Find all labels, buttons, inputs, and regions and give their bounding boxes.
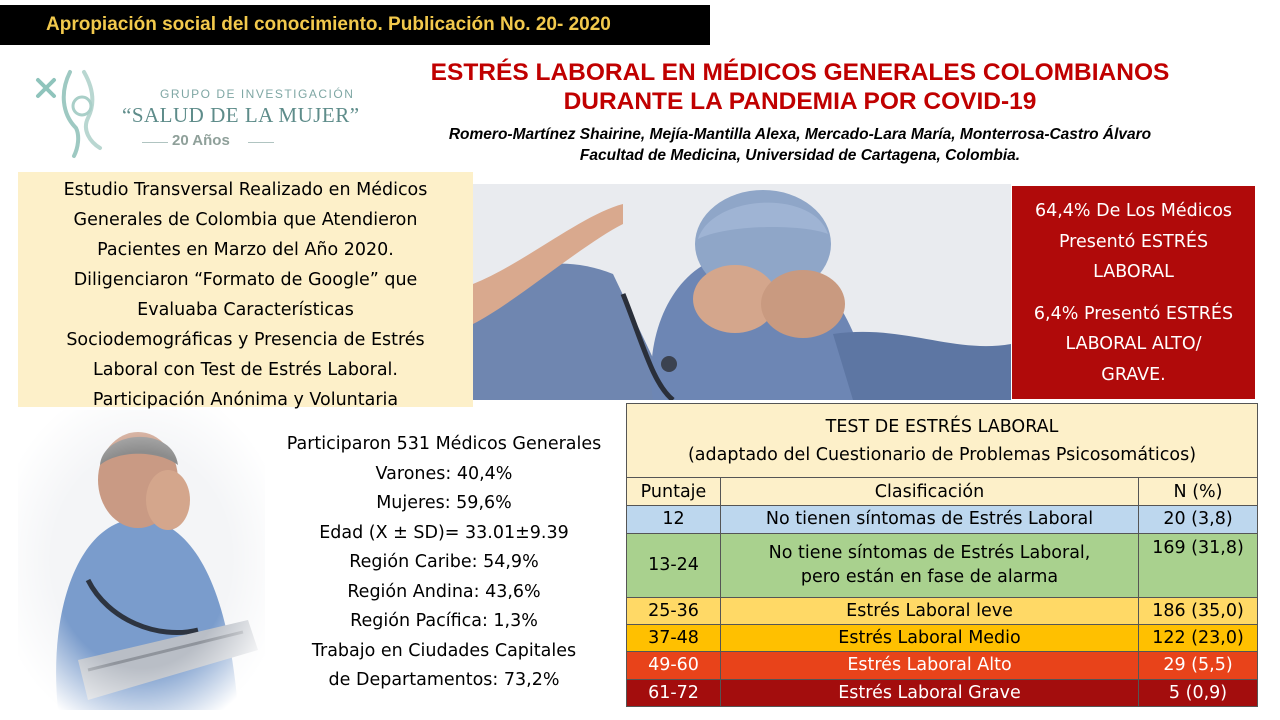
logo-line-1: GRUPO DE INVESTIGACIÓN [160, 87, 355, 101]
table-row [627, 679, 1258, 706]
finding-2-line: GRAVE. [1101, 364, 1166, 385]
row-count: 122 (23,0) [1139, 624, 1258, 651]
participants-line: Mujeres: 59,6% [376, 493, 512, 513]
row-count: 5 (0,9) [1139, 679, 1258, 706]
logo-line-2: “SALUD DE LA MUJER” [122, 103, 360, 127]
poster-title [345, 58, 1255, 116]
publication-banner [0, 5, 710, 45]
table-row [627, 597, 1258, 624]
row-count: 169 (31,8) [1139, 533, 1258, 597]
doctor-laptop-photo [18, 410, 265, 710]
header-classification: Clasificación [721, 478, 1139, 506]
table-row [627, 506, 1258, 533]
title-line-1: ESTRÉS LABORAL EN MÉDICOS GENERALES COLOMBIANOS [430, 59, 1170, 86]
research-group-logo [30, 62, 360, 162]
row-classification: No tienen síntomas de Estrés Laboral [721, 506, 1139, 533]
finding-2-line: 6,4% Presentó ESTRÉS [1033, 303, 1234, 324]
participants-line: Región Pacífica: 1,3% [350, 611, 538, 631]
table-caption [627, 404, 1258, 478]
participants-line: Trabajo en Ciudades Capitales [311, 640, 577, 661]
row-score: 37-48 [627, 624, 721, 651]
participants-line: Participaron 531 Médicos Generales [286, 434, 602, 454]
affiliation: Facultad de Medicina, Universidad de Cartagena, Colombia. [579, 147, 1021, 164]
table-row [627, 624, 1258, 651]
row-count: 186 (35,0) [1139, 597, 1258, 624]
stressed-doctor-photo [473, 184, 1011, 400]
row-count: 29 (5,5) [1139, 652, 1258, 679]
table-caption-subtitle: (adaptado del Cuestionario de Problemas Psicosomáticos) [687, 444, 1197, 465]
study-line: Generales de Colombia que Atendieron [73, 210, 418, 230]
row-score: 12 [627, 506, 721, 533]
row-score: 61-72 [627, 679, 721, 706]
row-classification: Estrés Laboral Grave [721, 679, 1139, 706]
logo-anniversary: 20 Años [172, 132, 230, 149]
study-line: Estudio Transversal Realizado en Médicos [63, 180, 428, 200]
study-line: Laboral con Test de Estrés Laboral. [92, 360, 398, 380]
row-classification-line: pero están en fase de alarma [800, 567, 1059, 588]
key-findings-box [1012, 186, 1255, 399]
participants-summary [262, 430, 626, 696]
study-line: Evaluaba Características [137, 300, 354, 320]
logo-dash-left [142, 142, 168, 143]
authors-block [345, 124, 1255, 166]
study-line: Diligenciaron “Formato de Google” que [73, 270, 418, 290]
study-line: Participación Anónima y Voluntaria [92, 390, 399, 410]
finding-1-line: 64,4% De Los Médicos [1034, 201, 1233, 221]
row-score: 13-24 [627, 533, 721, 597]
logo-dash-right [248, 142, 274, 143]
authors: Romero-Martínez Shairine, Mejía-Mantilla Alexa, Mercado-Lara María, Monterrosa-Castro Álvaro [448, 126, 1152, 143]
finding-1-line: LABORAL [1093, 262, 1174, 282]
study-line: Pacientes en Marzo del Año 2020. [97, 240, 394, 260]
finding-2-line: LABORAL ALTO/ [1065, 334, 1202, 354]
participants-line: Región Caribe: 54,9% [349, 552, 539, 572]
row-classification [721, 533, 1139, 597]
table-row [627, 533, 1258, 597]
row-classification: Estrés Laboral leve [721, 597, 1139, 624]
row-score: 25-36 [627, 597, 721, 624]
row-count: 20 (3,8) [1139, 506, 1258, 533]
logo-emblem-icon [30, 62, 120, 162]
finding-1-line: Presentó ESTRÉS [1058, 231, 1209, 252]
header-count: N (%) [1139, 478, 1258, 506]
row-score: 49-60 [627, 652, 721, 679]
participants-line: Varones: 40,4% [375, 463, 513, 484]
table-row [627, 652, 1258, 679]
participants-line: Edad (X ± SD)= 33.01±9.39 [319, 522, 569, 543]
row-classification-line: No tiene síntomas de Estrés Laboral, [768, 543, 1091, 564]
stress-test-table [626, 403, 1258, 707]
participants-line: Región Andina: 43,6% [347, 581, 541, 602]
row-classification: Estrés Laboral Medio [721, 624, 1139, 651]
participants-line: de Departamentos: 73,2% [328, 670, 560, 690]
row-classification: Estrés Laboral Alto [721, 652, 1139, 679]
study-description [18, 172, 473, 410]
title-line-2: DURANTE LA PANDEMIA POR COVID-19 [563, 88, 1037, 115]
table-caption-title: TEST DE ESTRÉS LABORAL [825, 416, 1059, 437]
banner-text: Apropiación social del conocimiento. Publicación No. 20- 2020 [46, 14, 611, 35]
study-line: Sociodemográficas y Presencia de Estrés [66, 330, 425, 350]
header-score: Puntaje [627, 478, 721, 506]
